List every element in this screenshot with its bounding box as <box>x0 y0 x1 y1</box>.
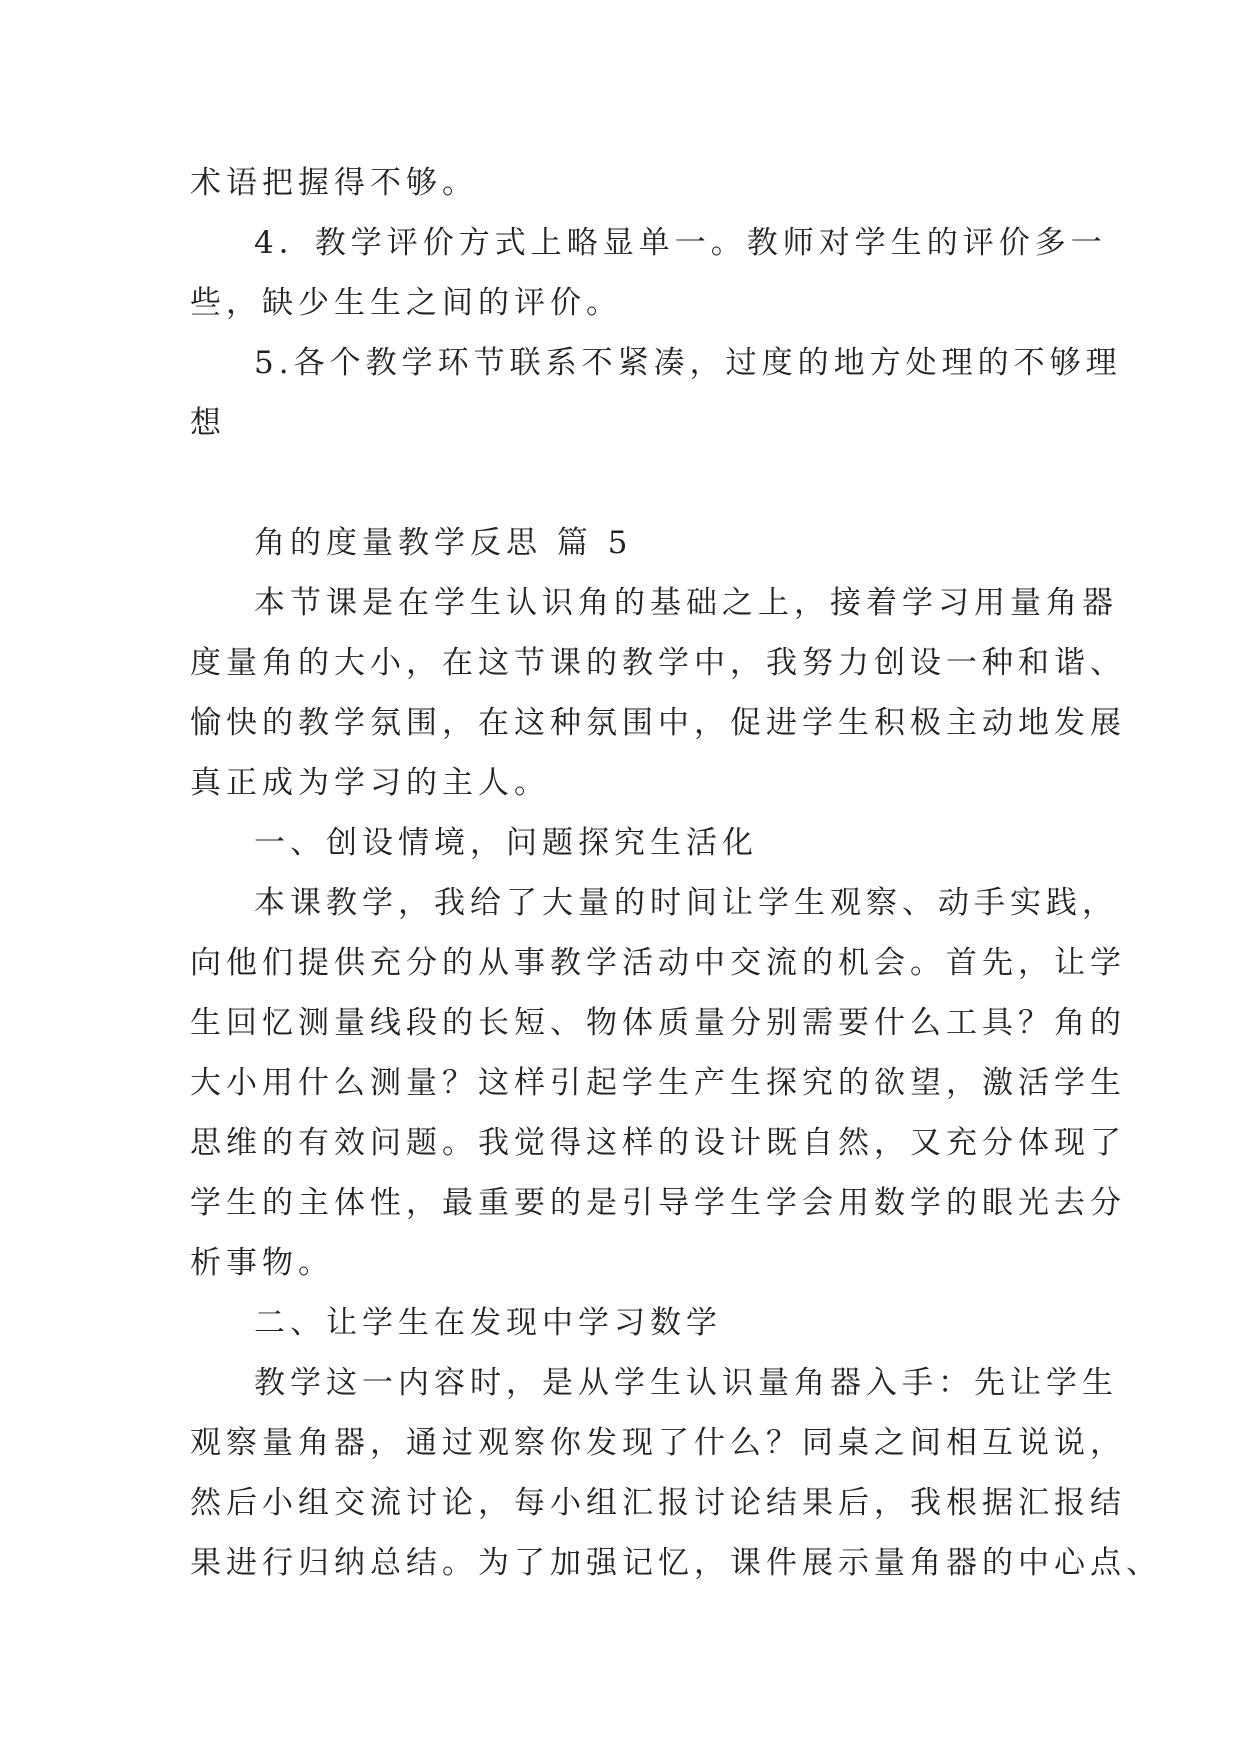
paragraph-line: 本节课是在学生认识角的基础之上，接着学习用量角器 <box>254 585 1118 621</box>
paragraph-line: 大小用什么测量？这样引起学生产生探究的欲望，激活学生 <box>190 1065 1126 1101</box>
section-heading: 角的度量教学反思 篇 5 <box>254 525 633 561</box>
paragraph-line: 愉快的教学氛围，在这种氛围中，促进学生积极主动地发展 <box>190 705 1126 741</box>
paragraph-line: 思维的有效问题。我觉得这样的设计既自然，又充分体现了 <box>190 1125 1126 1161</box>
paragraph-line: 度量角的大小，在这节课的教学中，我努力创设一种和谐、 <box>190 645 1126 681</box>
paragraph-line: 析事物。 <box>190 1245 334 1281</box>
paragraph-line: 学生的主体性，最重要的是引导学生学会用数学的眼光去分 <box>190 1185 1126 1221</box>
paragraph-line: 术语把握得不够。 <box>190 165 478 201</box>
paragraph-line: 然后小组交流讨论，每小组汇报讨论结果后，我根据汇报结 <box>190 1485 1126 1521</box>
paragraph-line: 教学这一内容时，是从学生认识量角器入手：先让学生 <box>254 1365 1118 1401</box>
paragraph-line: 5.各个教学环节联系不紧凑，过度的地方处理的不够理 <box>254 345 1122 381</box>
paragraph-line: 真正成为学习的主人。 <box>190 765 550 801</box>
paragraph-line: 观察量角器，通过观察你发现了什么？同桌之间相互说说， <box>190 1425 1126 1461</box>
subheading: 一、创设情境，问题探究生活化 <box>254 825 758 861</box>
paragraph-line: 些，缺少生生之间的评价。 <box>190 285 622 321</box>
paragraph-line: 想 <box>190 405 226 441</box>
paragraph-line: 生回忆测量线段的长短、物体质量分别需要什么工具？角的 <box>190 1005 1126 1041</box>
subheading: 二、让学生在发现中学习数学 <box>254 1305 722 1341</box>
paragraph-line: 向他们提供充分的从事教学活动中交流的机会。首先，让学 <box>190 945 1126 981</box>
paragraph-line: 4．教学评价方式上略显单一。教师对学生的评价多一 <box>254 225 1107 261</box>
paragraph-line: 本课教学，我给了大量的时间让学生观察、动手实践， <box>254 885 1118 921</box>
paragraph-line: 果进行归纳总结。为了加强记忆，课件展示量角器的中心点、 <box>190 1545 1162 1581</box>
